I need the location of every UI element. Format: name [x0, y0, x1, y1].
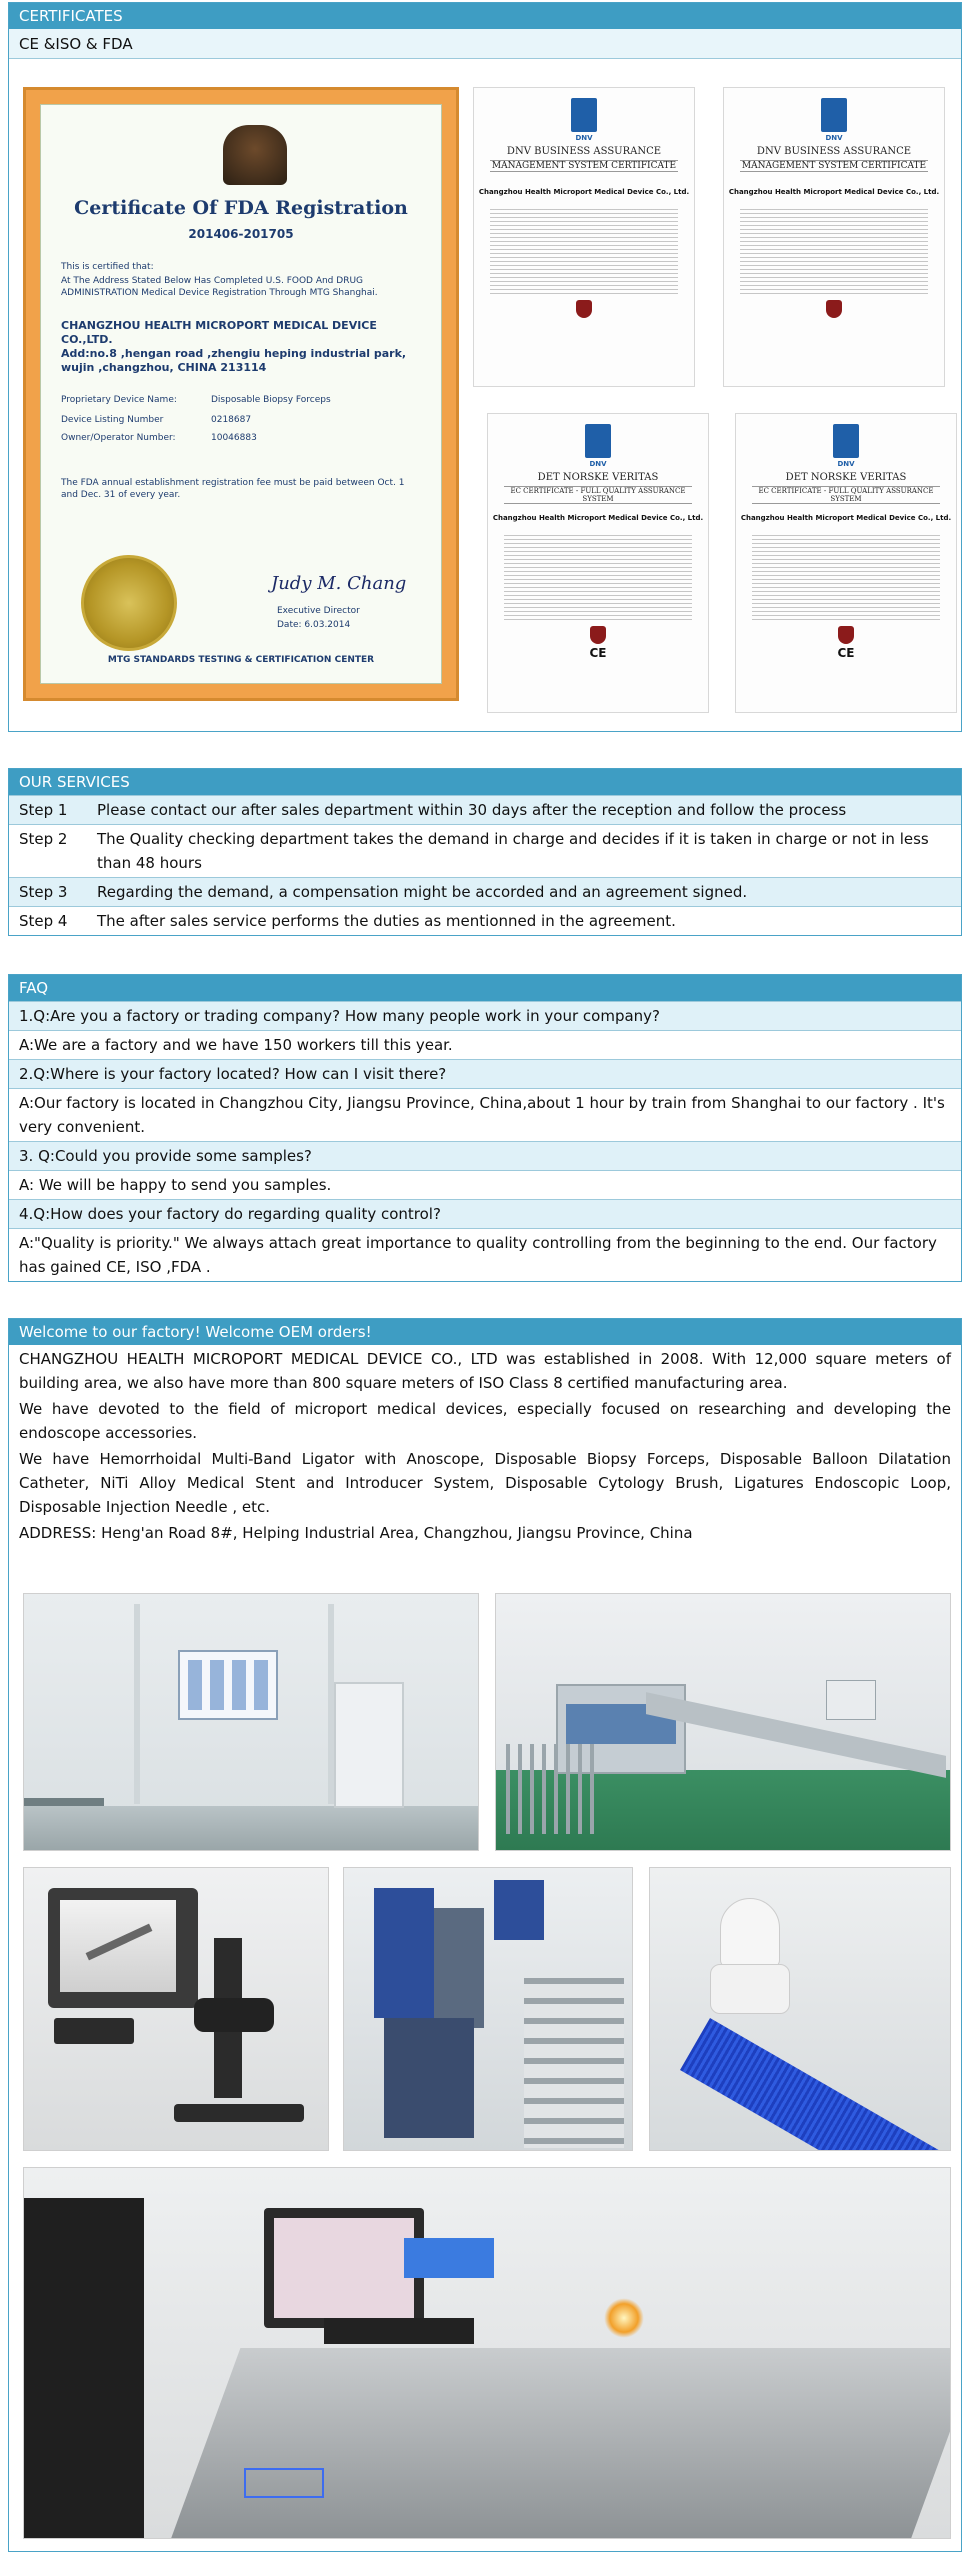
fda-listing-row — [61, 415, 421, 425]
factory-address: ADDRESS: Heng'an Road 8#, Helping Industrial Area, Changzhou, Jiangsu Province, China — [19, 1524, 693, 1542]
faq-question: 4.Q:How does your factory do regarding quality control? — [9, 1199, 961, 1228]
ce-certificate-1 — [487, 413, 709, 713]
step-label: Step 3 — [19, 883, 68, 901]
cert-org: DNV — [837, 460, 855, 468]
dnv-logo-icon — [821, 98, 847, 132]
dnv-logo-icon — [585, 424, 611, 458]
faq-answer: A:"Quality is priority." We always attach great importance to quality controlling from the beginning to the end. Our factory has gained CE, ISO ,FDA . — [9, 1228, 961, 1281]
fda-certificate-title: Certificate Of FDA Registration — [74, 197, 408, 219]
step-text: The Quality checking department takes the demand in charge and decides if it is taken in charge or not in less than 48 hours — [97, 830, 929, 872]
cert-title: DNV BUSINESS ASSURANCE — [756, 146, 912, 157]
fda-device-name-value: Disposable Biopsy Forceps — [211, 395, 331, 405]
cert-title: DET NORSKE VERITAS — [785, 472, 907, 483]
factory-photo-assembly — [649, 1867, 951, 2151]
factory-products: We have Hemorrhoidal Multi-Band Ligator with Anoscope, Disposable Biopsy Forceps, Disposable Balloon Dilatation Catheter, NiTi Alloy Medical Stent and Introducer System, Disposable Cytology Brush, Ligatures Endoscopic Loop, Disposable Injection Needle , etc. — [19, 1450, 951, 1516]
iso-certificate-2 — [723, 87, 945, 387]
step-text: Please contact our after sales department within 30 days after the reception and follow the process — [97, 801, 847, 819]
faq-answer: A: We will be happy to send you samples. — [9, 1170, 961, 1199]
faq-section — [8, 974, 962, 1282]
eagle-emblem-icon — [223, 125, 287, 185]
services-section — [8, 768, 962, 936]
step-text: Regarding the demand, a compensation might be accorded and an agreement signed. — [97, 883, 748, 901]
cert-subtitle: EC CERTIFICATE - FULL QUALITY ASSURANCE SYSTEM — [504, 486, 692, 504]
cert-body-text — [740, 206, 928, 296]
fda-certificate-image — [23, 87, 459, 701]
fda-listing-value: 0218687 — [211, 415, 252, 425]
fda-fee-note: The FDA annual establishment registration fee must be paid between Oct. 1 and Dec. 31 of every year. — [61, 478, 405, 500]
factory-focus: We have devoted to the field of microport medical devices, especially focused on researching and developing the endoscope accessories. — [19, 1400, 951, 1442]
cert-company: Changzhou Health Microport Medical Device Co., Ltd. — [728, 188, 940, 196]
ce-certificate-2 — [735, 413, 957, 713]
factory-photo-cleanroom — [495, 1593, 951, 1851]
factory-photo-corridor — [23, 1593, 479, 1851]
fda-owner-value: 10046883 — [211, 433, 257, 443]
dnv-logo-icon — [571, 98, 597, 132]
faq-question: 3. Q:Could you provide some samples? — [9, 1141, 961, 1170]
cert-body-text — [504, 532, 692, 622]
dnv-logo-icon — [833, 424, 859, 458]
factory-intro: CHANGZHOU HEALTH MICROPORT MEDICAL DEVICE CO., LTD was established in 2008. With 12,000 square meters of building area, we also have more than 800 square meters of ISO Class 8 certified manufacturing area. — [19, 1350, 951, 1392]
gold-seal-icon — [81, 555, 177, 651]
factory-photo-workstation — [23, 2167, 951, 2539]
step-text: The after sales service performs the duties as mentionned in the agreement. — [97, 912, 676, 930]
cert-org: DNV — [575, 134, 593, 142]
cert-subtitle: MANAGEMENT SYSTEM CERTIFICATE — [491, 161, 677, 171]
iso-certificate-1 — [473, 87, 695, 387]
cert-body-text — [752, 532, 940, 622]
fda-company — [61, 319, 421, 375]
ce-mark-icon: CE — [589, 646, 607, 660]
fda-certificate-number: 201406-201705 — [188, 227, 294, 241]
fda-signature: Judy M. Chang — [271, 573, 407, 594]
fda-owner-label: Owner/Operator Number: — [61, 433, 176, 443]
cert-org: DNV — [825, 134, 843, 142]
fda-date: Date: 6.03.2014 — [277, 620, 351, 630]
factory-section — [8, 1318, 962, 2552]
faq-question: 2.Q:Where is your factory located? How can I visit there? — [9, 1059, 961, 1088]
fda-signature-role: Executive Director — [277, 606, 360, 616]
step-label: Step 1 — [19, 801, 68, 819]
ce-mark-icon: CE — [837, 646, 855, 660]
crest-icon — [576, 300, 592, 318]
cert-subtitle: EC CERTIFICATE - FULL QUALITY ASSURANCE SYSTEM — [752, 486, 940, 504]
crest-icon — [590, 626, 606, 644]
cert-title: DET NORSKE VERITAS — [537, 472, 659, 483]
fda-company-address: Add:no.8 ,hengan road ,zhengiu heping industrial park, wujin ,changzhou, CHINA 213114 — [61, 347, 407, 374]
cert-title: DNV BUSINESS ASSURANCE — [506, 146, 662, 157]
fda-company-name: CHANGZHOU HEALTH MICROPORT MEDICAL DEVICE CO.,LTD. — [61, 319, 377, 346]
faq-question: 1.Q:Are you a factory or trading company? How many people work in your company? — [9, 1001, 961, 1030]
fda-device-name-row — [61, 395, 421, 405]
step-label: Step 4 — [19, 912, 68, 930]
certificates-subheader: CE &ISO & FDA — [9, 29, 961, 59]
cert-company: Changzhou Health Microport Medical Device Co., Ltd. — [740, 514, 952, 522]
cert-company: Changzhou Health Microport Medical Device Co., Ltd. — [492, 514, 704, 522]
fda-footer: MTG STANDARDS TESTING & CERTIFICATION CENTER — [107, 655, 375, 665]
faq-header: FAQ — [9, 975, 961, 1001]
fda-device-name-label: Proprietary Device Name: — [61, 395, 177, 405]
crest-icon — [838, 626, 854, 644]
faq-answer: A:We are a factory and we have 150 workers till this year. — [9, 1030, 961, 1059]
cert-company: Changzhou Health Microport Medical Device Co., Ltd. — [478, 188, 690, 196]
fda-listing-label: Device Listing Number — [61, 415, 164, 425]
service-step — [9, 877, 961, 906]
fda-text-statement: At The Address Stated Below Has Completed U.S. FOOD And DRUG ADMINISTRATION Medical Device Registration Through MTG Shanghai. — [61, 276, 378, 298]
service-step — [9, 906, 961, 935]
faq-answer: A:Our factory is located in Changzhou City, Jiangsu Province, China,about 1 hour by train from Shanghai to our factory . It's very convenient. — [9, 1088, 961, 1141]
fda-owner-row — [61, 433, 421, 443]
fda-text-certified: This is certified that: — [61, 262, 154, 272]
services-header: OUR SERVICES — [9, 769, 961, 795]
certificates-section — [8, 2, 962, 732]
factory-header: Welcome to our factory! Welcome OEM orders! — [9, 1319, 961, 1345]
service-step — [9, 824, 961, 877]
factory-photo-equipment — [343, 1867, 633, 2151]
factory-photo-inspection — [23, 1867, 329, 2151]
cert-body-text — [490, 206, 678, 296]
service-step — [9, 795, 961, 824]
certificates-header: CERTIFICATES — [9, 3, 961, 29]
cert-subtitle: MANAGEMENT SYSTEM CERTIFICATE — [741, 161, 927, 171]
crest-icon — [826, 300, 842, 318]
step-label: Step 2 — [19, 830, 68, 848]
cert-org: DNV — [589, 460, 607, 468]
